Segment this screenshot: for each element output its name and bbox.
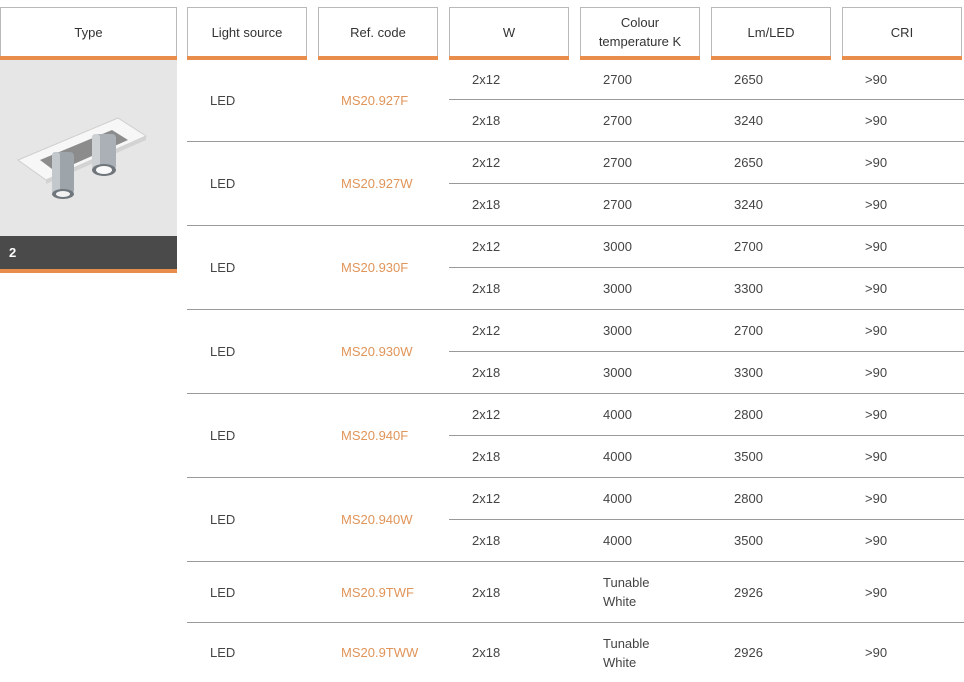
colour-temperature-line2: White bbox=[603, 594, 637, 609]
colour-temperature-cell: 3000 bbox=[603, 365, 632, 380]
header-cri-underline bbox=[842, 56, 962, 60]
ref-code-cell: MS20.930W bbox=[341, 344, 413, 359]
w-cell: 2x18 bbox=[472, 113, 501, 128]
header-light-source bbox=[187, 7, 307, 56]
header-w-label: W bbox=[502, 24, 516, 40]
light-source-cell: LED bbox=[210, 645, 236, 660]
colour-temperature-cell: 2700 bbox=[603, 197, 632, 212]
colour-temperature-cell: 3000 bbox=[603, 281, 632, 296]
lm-led-cell: 3240 bbox=[734, 197, 763, 212]
ref-code-cell: MS20.940F bbox=[341, 428, 409, 443]
colour-temperature-cell: 2700 bbox=[603, 71, 632, 87]
w-cell: 2x18 bbox=[472, 533, 501, 548]
lm-led-cell: 3300 bbox=[734, 365, 763, 380]
ref-code-cell: MS20.930F bbox=[341, 260, 409, 275]
cri-cell: >90 bbox=[865, 323, 888, 338]
header-light-source-label: Light source bbox=[211, 24, 283, 40]
colour-temperature-cell bbox=[603, 623, 650, 682]
light-source-cell: LED bbox=[210, 176, 236, 191]
colour-temperature-cell: 4000 bbox=[603, 491, 632, 506]
cri-cell: >90 bbox=[865, 155, 888, 170]
lm-led-cell: 3240 bbox=[734, 113, 763, 128]
group-divider bbox=[187, 393, 964, 394]
ref-code-cell: MS20.927F bbox=[341, 92, 409, 108]
luminaire-image bbox=[0, 60, 177, 236]
colour-temperature-cell: 3000 bbox=[603, 323, 632, 338]
w-cell: 2x12 bbox=[472, 407, 501, 422]
header-lm-led bbox=[711, 7, 831, 56]
cri-cell: >90 bbox=[865, 645, 888, 660]
header-cri bbox=[842, 7, 962, 56]
lm-led-cell: 3500 bbox=[734, 533, 763, 548]
header-lm-led-label: Lm/LED bbox=[747, 24, 795, 40]
cri-cell: >90 bbox=[865, 407, 888, 422]
colour-temperature-cell bbox=[603, 562, 650, 622]
header-light-source-underline bbox=[187, 56, 307, 60]
light-source-cell: LED bbox=[210, 260, 236, 275]
lm-led-cell: 3300 bbox=[734, 281, 763, 296]
lm-led-cell: 2926 bbox=[734, 645, 763, 660]
lm-led-cell: 2800 bbox=[734, 407, 763, 422]
header-type-label: Type bbox=[74, 24, 103, 40]
header-colour-temperature-underline bbox=[580, 56, 700, 60]
cri-cell: >90 bbox=[865, 533, 888, 548]
w-cell: 2x12 bbox=[472, 323, 501, 338]
light-source-cell: LED bbox=[210, 344, 236, 359]
header-lm-led-underline bbox=[711, 56, 831, 60]
lm-led-cell: 2650 bbox=[734, 155, 763, 170]
lm-led-cell: 2700 bbox=[734, 239, 763, 254]
w-cell: 2x18 bbox=[472, 584, 501, 600]
header-ref-code bbox=[318, 7, 438, 56]
colour-temperature-cell: 4000 bbox=[603, 449, 632, 464]
w-cell: 2x18 bbox=[472, 449, 501, 464]
w-cell: 2x18 bbox=[472, 645, 501, 660]
lm-led-cell: 3500 bbox=[734, 449, 763, 464]
light-source-cell: LED bbox=[210, 428, 236, 443]
cri-cell: >90 bbox=[865, 197, 888, 212]
ref-code-cell: MS20.927W bbox=[341, 176, 413, 191]
group-divider bbox=[187, 309, 964, 310]
header-ref-code-label: Ref. code bbox=[350, 24, 406, 40]
header-colour-temperature-line1: Colour bbox=[620, 15, 660, 30]
colour-temperature-cell: 4000 bbox=[603, 533, 632, 548]
lm-led-cell: 2700 bbox=[734, 323, 763, 338]
light-source-cell: LED bbox=[210, 512, 236, 527]
w-cell: 2x12 bbox=[472, 239, 501, 254]
type-number-badge bbox=[0, 236, 177, 269]
colour-temperature-cell: 4000 bbox=[603, 407, 632, 422]
header-cri-label: CRI bbox=[890, 24, 914, 40]
lm-led-cell: 2650 bbox=[734, 71, 763, 87]
product-image bbox=[0, 60, 177, 236]
header-type bbox=[0, 7, 177, 56]
light-source-cell: LED bbox=[210, 92, 236, 108]
ref-code-cell: MS20.9TWW bbox=[341, 645, 419, 660]
colour-temperature-line1: Tunable bbox=[603, 635, 650, 651]
w-cell: 2x12 bbox=[472, 71, 501, 87]
type-number-underline bbox=[0, 269, 177, 273]
colour-temperature-line2: White bbox=[603, 654, 637, 670]
light-source-cell: LED bbox=[210, 584, 236, 600]
header-colour-temperature-line2: temperature K bbox=[598, 34, 682, 49]
colour-temperature-cell: 2700 bbox=[603, 113, 632, 128]
colour-temperature-cell: 2700 bbox=[603, 155, 632, 170]
lm-led-cell: 2926 bbox=[734, 584, 763, 600]
group-divider bbox=[187, 561, 964, 562]
group-divider bbox=[187, 622, 964, 623]
cri-cell: >90 bbox=[865, 281, 888, 296]
w-cell: 2x12 bbox=[472, 155, 501, 170]
cri-cell: >90 bbox=[865, 71, 888, 87]
ref-code-cell: MS20.9TWF bbox=[341, 584, 414, 600]
group-divider bbox=[187, 225, 964, 226]
cri-cell: >90 bbox=[865, 239, 888, 254]
type-number: 2 bbox=[9, 245, 17, 260]
w-cell: 2x18 bbox=[472, 281, 501, 296]
w-cell: 2x12 bbox=[472, 491, 501, 506]
header-w bbox=[449, 7, 569, 56]
w-cell: 2x18 bbox=[472, 197, 501, 212]
cri-cell: >90 bbox=[865, 113, 888, 128]
cri-cell: >90 bbox=[865, 584, 888, 600]
cri-cell: >90 bbox=[865, 491, 888, 506]
cri-cell: >90 bbox=[865, 449, 888, 464]
group-divider bbox=[187, 477, 964, 478]
group-divider bbox=[187, 141, 964, 142]
w-cell: 2x18 bbox=[472, 365, 501, 380]
cri-cell: >90 bbox=[865, 365, 888, 380]
ref-code-cell: MS20.940W bbox=[341, 512, 413, 527]
colour-temperature-cell: 3000 bbox=[603, 239, 632, 254]
lm-led-cell: 2800 bbox=[734, 491, 763, 506]
colour-temperature-line1: Tunable bbox=[603, 575, 650, 590]
header-colour-temperature bbox=[580, 7, 700, 56]
header-w-underline bbox=[449, 56, 569, 60]
